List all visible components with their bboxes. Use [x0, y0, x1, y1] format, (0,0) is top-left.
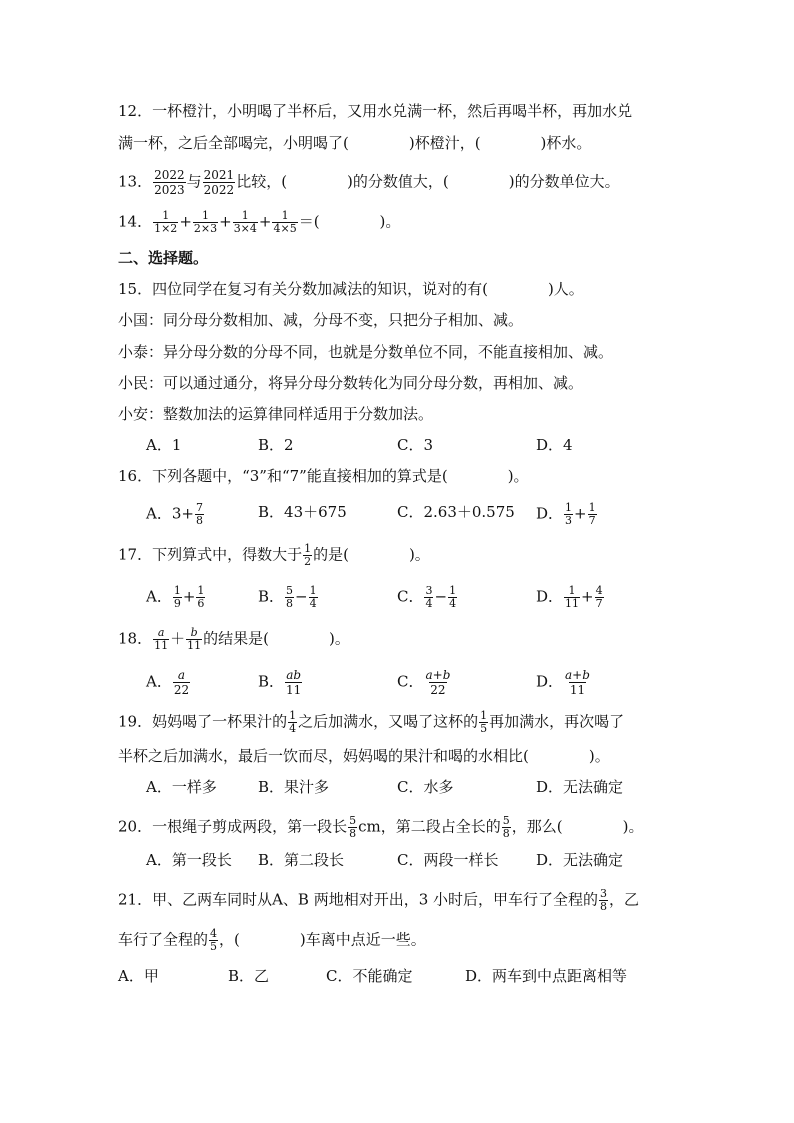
q21-line1: 21．甲、乙两车同时从A、B 两地相对开出，3 小时后，甲车行了全程的 $\frac{3}{8}$ ，乙: [118, 887, 640, 913]
q20-option-d[interactable]: D．无法确定: [536, 851, 624, 869]
q14-term-3: $\frac{1}{3\times 4}$: [233, 209, 257, 235]
q13-num: 13．: [118, 172, 153, 191]
q17-option-b[interactable]: B． $\frac{5}{8}$ − $\frac{1}{4}$: [258, 584, 317, 610]
q14-term-1: $\frac{1}{1\times 2}$: [154, 209, 178, 235]
q15-stem: 15．四位同学在复习有关分数加减法的知识，说对的有( )人。: [118, 280, 584, 298]
q19-line2: 半杯之后加满水，最后一饮而尽，妈妈喝的果汁和喝的水相比( )。: [118, 747, 610, 765]
q20-option-b[interactable]: B．第二段长: [258, 851, 345, 869]
q16-option-d[interactable]: D． $\frac{1}{3}$ + $\frac{1}{7}$: [536, 501, 596, 527]
q13: [118, 168, 620, 197]
q18-option-d[interactable]: D． $\frac{a+b}{11}$: [536, 668, 590, 697]
q14-tail: ＝( )。: [298, 212, 401, 231]
q21-line2: 车行了全程的 $\frac{4}{5}$ ，( )车离中点近一些。: [118, 927, 426, 953]
q18-option-a[interactable]: A． $\frac{a}{22}$: [146, 668, 190, 697]
q14-num: 14．: [118, 212, 153, 231]
section-heading: 二、选择题。: [118, 249, 209, 267]
q16-stem: 16．下列各题中，“3”和“7”能直接相加的算式是( )。: [118, 467, 529, 485]
q15-statement-4: 小安：整数加法的运算律同样适用于分数加法。: [118, 405, 434, 423]
q15-statement-3: 小民：可以通过通分，将异分母分数转化为同分母分数，再相加、减。: [118, 374, 584, 392]
q15-option-d[interactable]: D．4: [536, 436, 573, 454]
q16-option-c[interactable]: C．2.63＋0.575: [397, 503, 515, 521]
q15-option-b[interactable]: B．2: [258, 436, 294, 454]
q13-connector: 与: [186, 172, 202, 191]
q20-option-c[interactable]: C．两段一样长: [397, 851, 499, 869]
q14-term-2: $\frac{1}{2\times 3}$: [193, 209, 218, 235]
q14: 14． $\frac{1}{1\times 2}$ + $\frac{1}{2\times 3}$ + $\frac{1}{3\times 4}$ + $\frac{1}{4\times 5}$ ＝( )。: [118, 209, 401, 235]
q17-stem: 17．下列算式中，得数大于 $\frac{1}{2}$ 的是( )。: [118, 542, 430, 568]
q19-option-a[interactable]: A．一样多: [146, 778, 217, 796]
q19-option-b[interactable]: B．果汁多: [258, 778, 330, 796]
q18-stem: 18． $\frac{a}{11}$ ＋ $\frac{b}{11}$ 的结果是( )。: [118, 626, 350, 652]
q15-statement-2: 小泰：异分母分数的分母不同，也就是分数单位不同，不能直接相加、减。: [118, 343, 614, 361]
q17-option-a[interactable]: A． $\frac{1}{9}$ + $\frac{1}{6}$: [146, 584, 205, 610]
q20-option-a[interactable]: A．第一段长: [146, 851, 232, 869]
q21-option-b[interactable]: B．乙: [228, 967, 270, 985]
q13-fraction-1: $\frac{2022}{2023}$: [154, 168, 185, 197]
q15-option-c[interactable]: C．3: [397, 436, 434, 454]
q15-option-a[interactable]: A．1: [146, 436, 182, 454]
q12-line1: 12．一杯橙汁，小明喝了半杯后，又用水兑满一杯，然后再喝半杯，再加水兑: [118, 102, 633, 120]
q19-line1: 19．妈妈喝了一杯果汁的 $\frac{1}{4}$ 之后加满水，又喝了这杯的 $\frac{1}{5}$ 再加满水，再次喝了: [118, 709, 625, 735]
q18-option-c[interactable]: C． $\frac{a+b}{22}$: [397, 668, 451, 697]
q19-option-c[interactable]: C．水多: [397, 778, 454, 796]
q13-fraction-2: $\frac{2021}{2022}$: [203, 168, 235, 197]
q16-option-a[interactable]: A．3+ $\frac{7}{8}$: [146, 501, 203, 527]
q12-line2: 满一杯，之后全部喝完，小明喝了( )杯橙汁，( )杯水。: [118, 134, 592, 152]
q21-option-d[interactable]: D．两车到中点距离相等: [465, 967, 628, 985]
q17-option-d[interactable]: D． $\frac{1}{11}$ + $\frac{4}{7}$: [536, 584, 603, 610]
q21-option-c[interactable]: C．不能确定: [326, 967, 413, 985]
q17-option-c[interactable]: C． $\frac{3}{4}$ − $\frac{1}{4}$: [397, 584, 457, 610]
q15-statement-1: 小国：同分母分数相加、减，分母不变，只把分子相加、减。: [118, 311, 524, 329]
q14-term-4: $\frac{1}{4\times 5}$: [273, 209, 297, 235]
q21-option-a[interactable]: A．甲: [118, 967, 159, 985]
q18-option-b[interactable]: B． $\frac{ab}{11}$: [258, 668, 302, 697]
q13-tail: 比较，( )的分数值大，( )的分数单位大。: [236, 172, 620, 191]
q19-option-d[interactable]: D．无法确定: [536, 778, 624, 796]
q16-option-b[interactable]: B．43＋675: [258, 503, 347, 521]
q20-stem: 20．一根绳子剪成两段，第一段长 $\frac{5}{8}$ cm，第二段占全长的 $\frac{5}{8}$ ，那么( )。: [118, 814, 644, 840]
